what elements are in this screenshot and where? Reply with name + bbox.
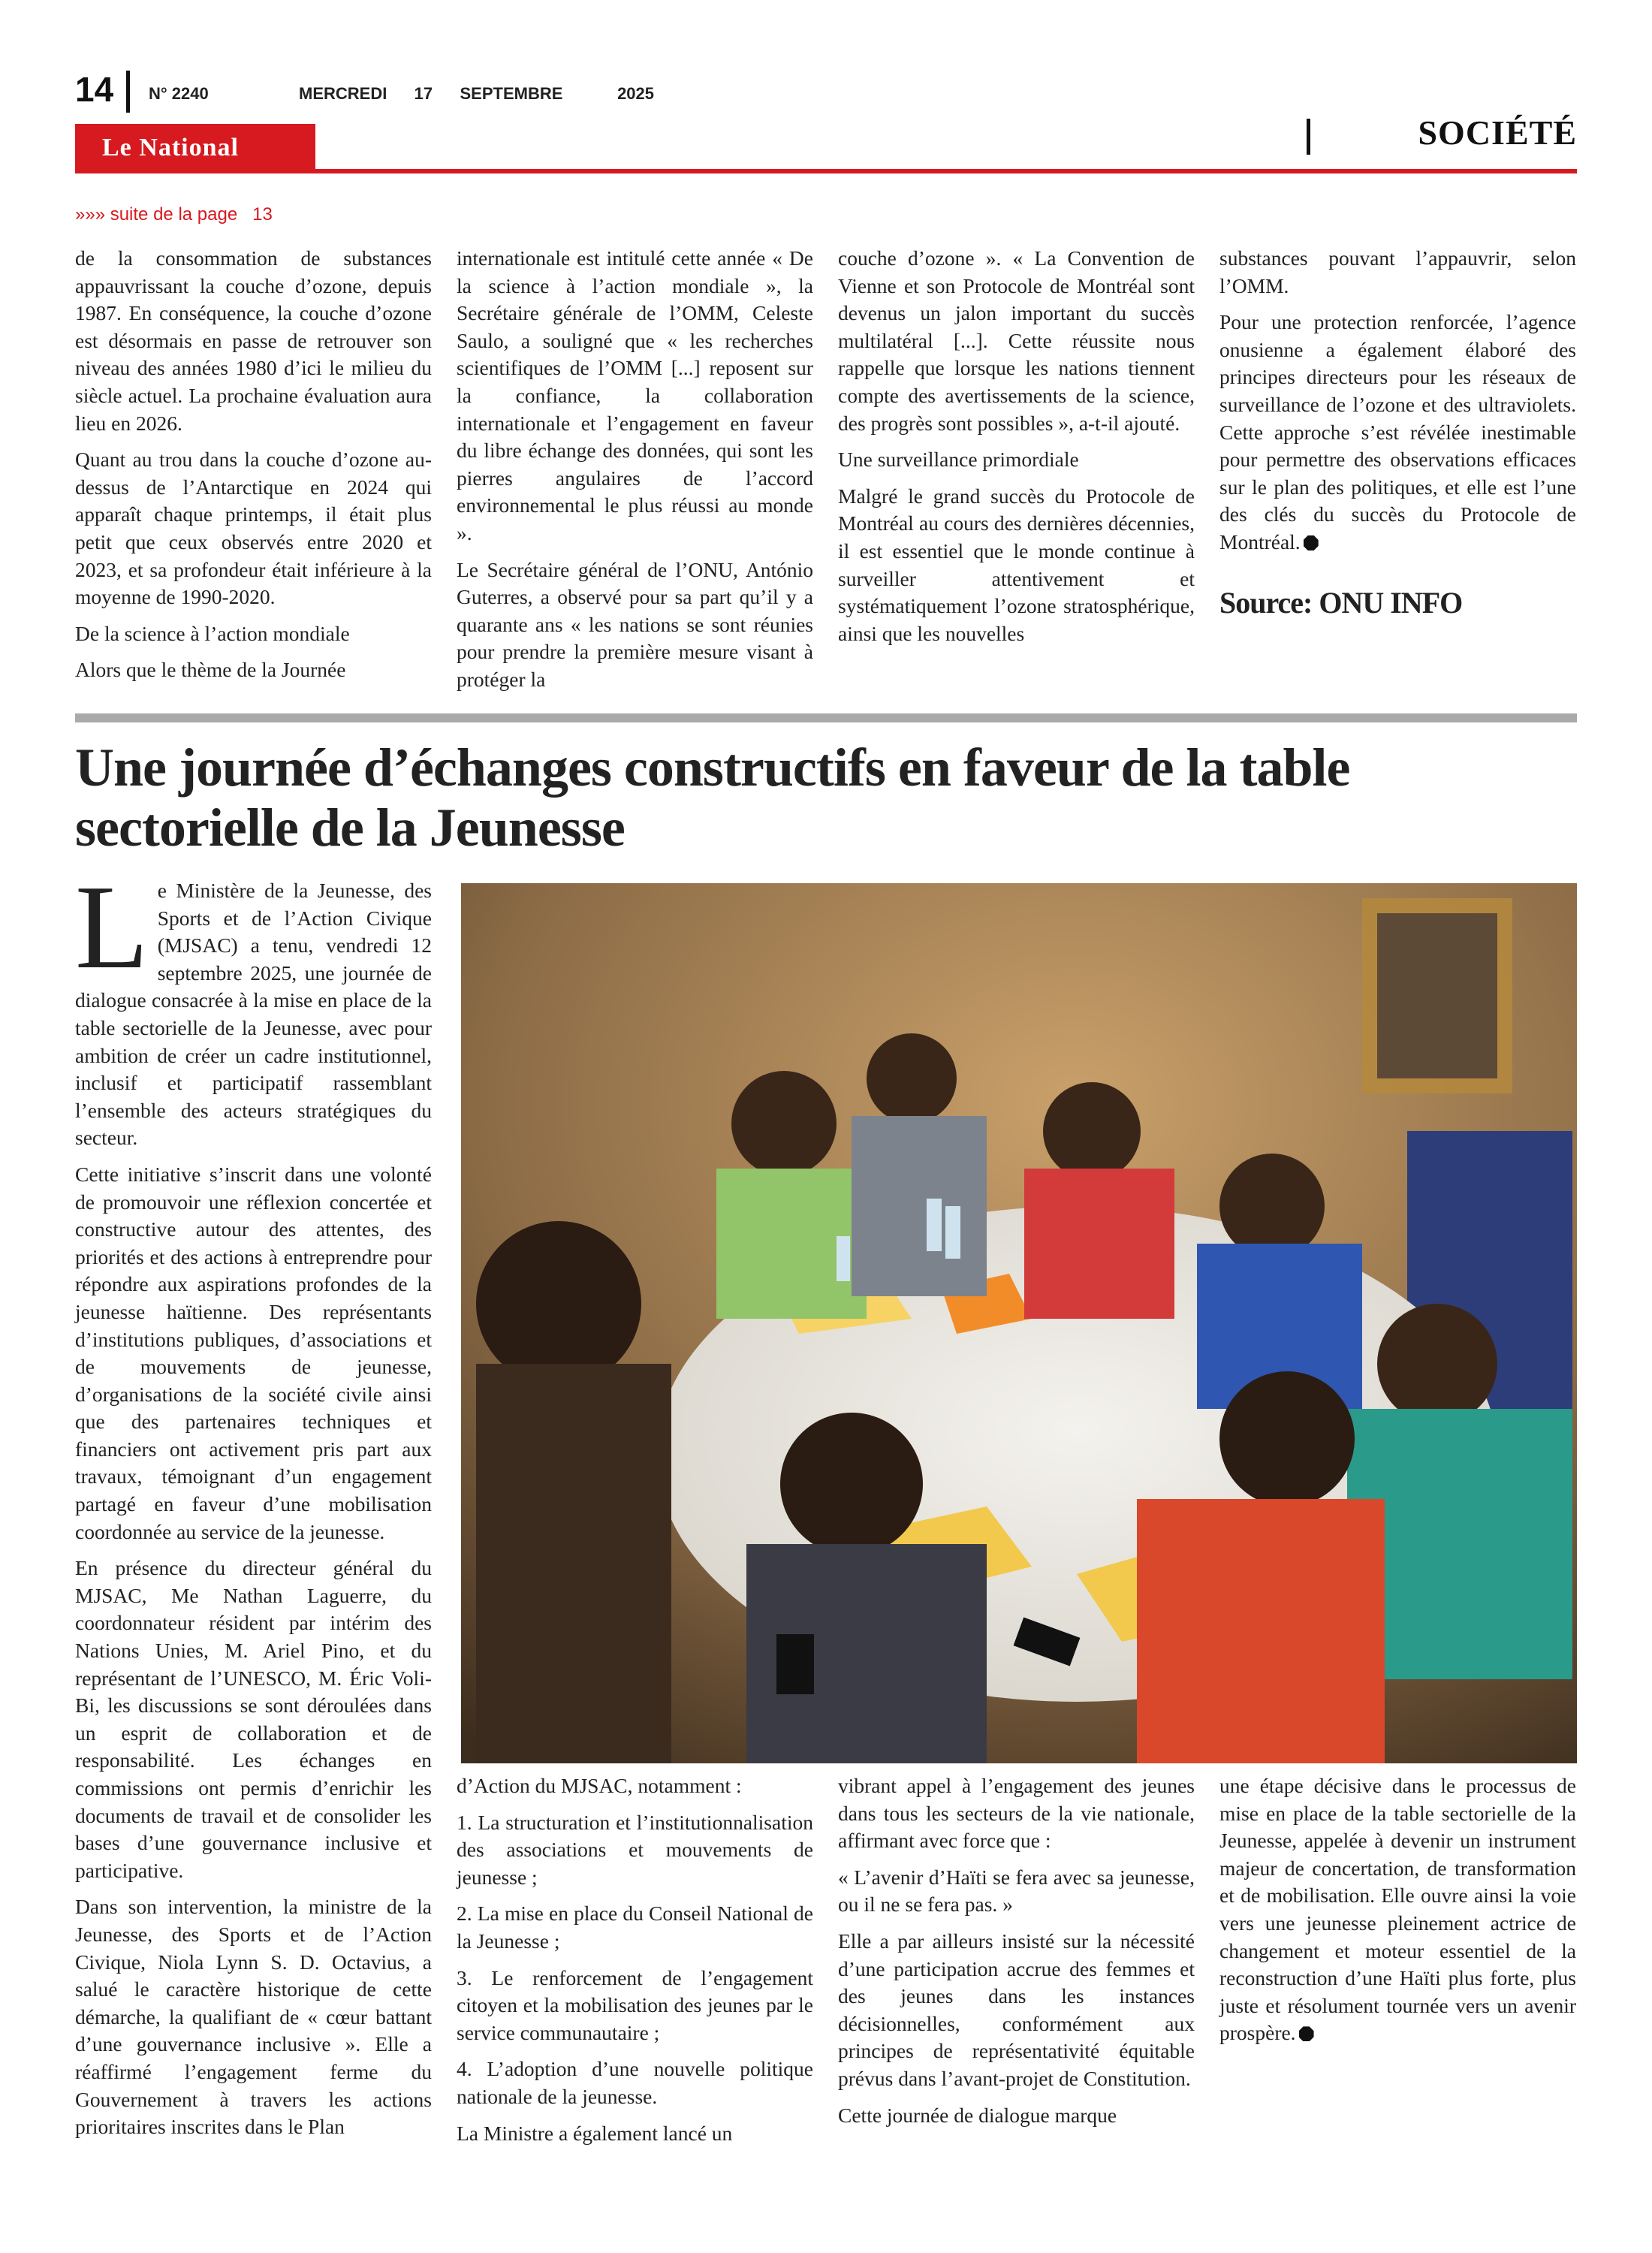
- paragraph-text: une étape décisive dans le processus de mise en place de la table sectorielle de la Jeunesse, appelée à devenir un instrument majeur de concertation, de transformation et de mobilisation. Elle ouvre ainsi la voie vers une jeunesse pleinement actrice de changement et moteur essentiel de la reconstruction d’une Haïti plus forte, plus juste et résolument tournée vers un avenir prospère.: [1219, 1774, 1576, 2045]
- section-title: SOCIÉTÉ: [1418, 113, 1577, 152]
- article-separator: [75, 713, 1577, 722]
- list-item: 4. L’adoption d’une nouvelle politique nationale de la jeunesse.: [457, 2057, 813, 2108]
- paragraph: [1219, 1772, 1576, 2047]
- paragraph: Malgré le grand succès du Protocole de Montréal au cours des dernières décennies, il est essentiel que le monde continue à surveiller attentivement et systématiquement l’ozone stratosphérique, ainsi que les nouvelles: [838, 484, 1195, 645]
- quote: « L’avenir d’Haïti se fera avec sa jeunesse, ou il ne se fera pas. »: [838, 1865, 1195, 1917]
- article1-column-4: [1219, 245, 1576, 620]
- article2-column-3: [838, 1772, 1195, 2138]
- list-item: 1. La structuration et l’institutionnalisation des associations et mouvements de jeunesse ;: [457, 1810, 813, 1889]
- paragraph: Quant au trou dans la couche d’ozone au-dessus de l’Antarctique en 2024 qui apparaît chaque printemps, il était plus petit que ceux observés entre 2020 et 2023, et sa profondeur était inférieure à la moyenne de 1990-2020.: [75, 448, 432, 609]
- paragraph-text: e Ministère de la Jeunesse, des Sports et de l’Action Civique (MJSAC) a tenu, vendredi 12 septembre 2025, une journée de dialogue consacrée à la mise en place de la table sectorielle de la Jeunesse, avec pour ambition de créer un cadre institutionnel, inclusif et participatif rassemblant l’ensemble des acteurs stratégiques du secteur.: [75, 879, 432, 1150]
- continued-from: »»» suite de la page 13: [75, 204, 273, 225]
- paragraph: vibrant appel à l’engagement des jeunes dans tous les secteurs de la vie nationale, affirmant avec force que :: [838, 1774, 1195, 1853]
- article2-column-2: [457, 1772, 813, 2156]
- issue-date: MERCREDI 17 SEPTEMBRE 2025: [299, 84, 655, 103]
- header-red-rule: [75, 169, 1577, 173]
- paragraph-text: Pour une protection renforcée, l’agence onusienne a également élaboré des principes directeurs pour les réseaux de surveillance de l’ozone et des ultraviolets. Cette approche s’est révélée inestimable pour permettre des observations efficaces sur le plan des politiques, et elle est l’une des clés du succès du Protocole de Montréal.: [1219, 310, 1576, 553]
- paragraph: La Ministre a également lancé un: [457, 2121, 733, 2145]
- article1-column-3: [838, 245, 1195, 656]
- paragraph: Le Secrétaire général de l’ONU, António Guterres, a observé pour sa part qu’il y a quarante ans « les nations se sont réunies pour prendre la première mesure visant à protéger la: [457, 557, 813, 691]
- subheading: Une surveillance primordiale: [838, 448, 1079, 472]
- paragraph: En présence du directeur général du MJSAC, Me Nathan Laguerre, du coordonnateur résident par intérim des Nations Unies, M. Ariel Pino, et du représentant de l’UNESCO, M. Éric Voli-Bi, les discussions se sont déroulées dans un esprit de collaboration et de responsabilité. Les échanges en commissions ont permis d’enrichir les documents de travail et de consolider les bases d’une gouvernance inclusive et participative.: [75, 1556, 432, 1882]
- paragraph: Cette journée de dialogue marque: [838, 2103, 1117, 2127]
- article1-column-2: [457, 245, 813, 703]
- paragraph: d’Action du MJSAC, notamment :: [457, 1774, 742, 1797]
- paragraph: Alors que le thème de la Journée: [75, 658, 346, 682]
- paragraph: internationale est intitulé cette année « De la science à l’action mondiale », la Secrétaire générale de l’OMM, Celeste Saulo, a souligné que « les recherches scientifiques de l’OMM [...] reposent sur la confiance, la collaboration internationale et l’engagement en faveur du libre échange des données, qui sont les pierres angulaires de l’accord environnemental le plus réussi au monde ».: [457, 246, 813, 544]
- article-photo: [461, 883, 1577, 1763]
- paragraph: couche d’ozone ». « La Convention de Vienne et son Protocole de Montréal sont devenus un jalon important du succès multilatéral [...]. Cette réussite nous rappelle que lorsque les nations tiennent compte des avertissements de la science, des progrès sont possibles », a-t-il ajouté.: [838, 246, 1195, 435]
- issue-number: N° 2240: [149, 84, 209, 103]
- list-item: 3. Le renforcement de l’engagement citoyen et la mobilisation des jeunes par le service communautaire ;: [457, 1965, 813, 2044]
- article2-column-1: [75, 860, 432, 2150]
- paragraph: [75, 860, 432, 1152]
- paragraph: de la consommation de substances appauvrissant la couche d’ozone, depuis 1987. En conséquence, la couche d’ozone est désormais en passe de retrouver son niveau des années 1980 d’ici le milieu du siècle actuel. La prochaine évaluation aura lieu en 2026.: [75, 246, 432, 435]
- drop-cap: L: [75, 860, 149, 994]
- paragraph: substances pouvant l’appauvrir, selon l’OMM.: [1219, 246, 1576, 297]
- brand-name: Le National: [102, 134, 239, 161]
- article2-column-4: [1219, 1772, 1576, 2056]
- article-source: Source: ONU INFO: [1219, 585, 1463, 620]
- meeting-photo-illustration: [461, 883, 1577, 1763]
- end-of-article-icon: [1304, 535, 1319, 550]
- page-number: 14: [75, 70, 114, 109]
- list-item: 2. La mise en place du Conseil National de la Jeunesse ;: [457, 1902, 813, 1953]
- end-of-article-icon: [1299, 2026, 1314, 2041]
- paragraph: Cette initiative s’inscrit dans une volonté de promouvoir une réflexion concertée et constructive autour des attentes, des priorités et des actions à entreprendre pour répondre aux aspirations profondes de la jeunesse haïtienne. Des représentants d’institutions publiques, d’associations et de mouvements de jeunesse, d’organisations de la société civile ainsi que des partenaires techniques et financiers ont activement pris part aux travaux, témoignant d’un engagement partagé en faveur d’une mobilisation coordonnée au service de la jeunesse.: [75, 1162, 432, 1543]
- paragraph: Elle a par ailleurs insisté sur la nécessité d’une participation accrue des femmes et des jeunes dans les instances décisionnelles, conformément aux principes de représentativité équitable prévus dans l’avant-projet de Constitution.: [838, 1929, 1195, 2090]
- subheading: De la science à l’action mondiale: [75, 621, 350, 645]
- article-headline: Une journée d’échanges constructifs en faveur de la table sectorielle de la Jeunesse: [75, 737, 1350, 858]
- page-number-divider: [126, 71, 130, 113]
- article1-column-1: [75, 245, 432, 693]
- paragraph: [1219, 309, 1576, 556]
- section-divider: [1307, 119, 1310, 155]
- paragraph: Dans son intervention, la ministre de la Jeunesse, des Sports et de l’Action Civique, Niola Lynn S. D. Octavius, a salué le caractère historique de cette démarche, la qualifiant de « cœur battant d’une gouvernance inclusive ». Elle a réaffirmé l’engagement ferme du Gouvernement à travers les actions prioritaires inscrites dans le Plan: [75, 1895, 432, 2139]
